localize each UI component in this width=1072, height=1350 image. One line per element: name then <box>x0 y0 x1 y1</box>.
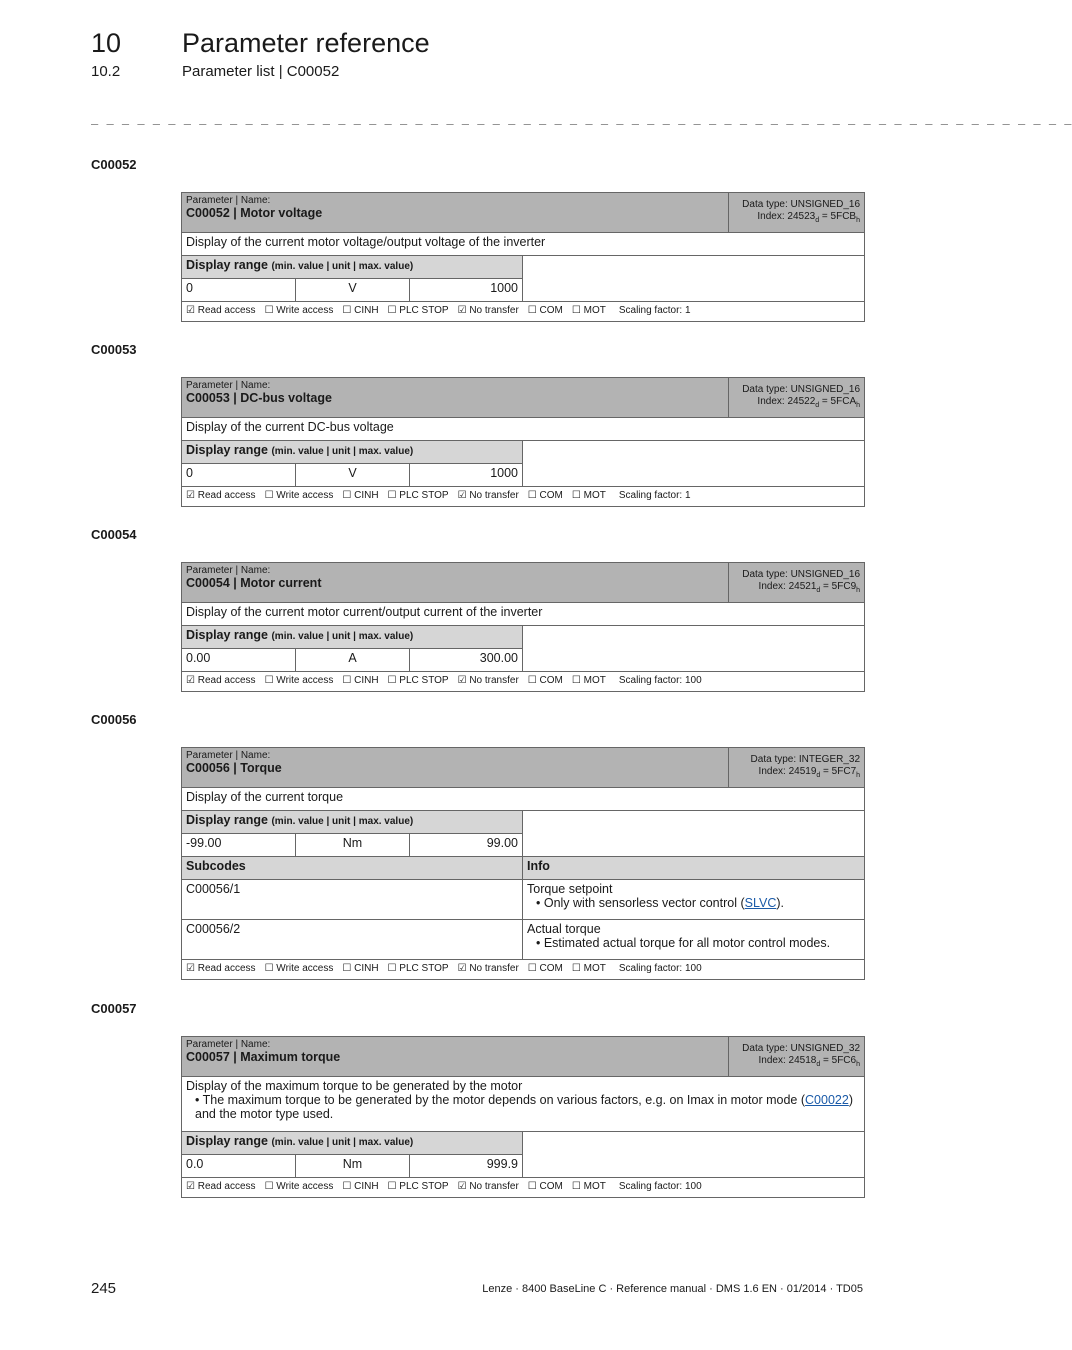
scaling-factor: Scaling factor: 1 <box>618 490 691 501</box>
flag-com: ☐ COM <box>527 490 563 501</box>
param-name-cell <box>182 1037 729 1077</box>
flag-write-access: ☐ Write access <box>264 963 334 974</box>
data-type: Data type: UNSIGNED_16 <box>742 569 861 580</box>
section-number: 10.2 <box>91 63 121 80</box>
flag-mot: ☐ MOT <box>571 305 606 316</box>
subcode: C00056/2 <box>182 920 523 960</box>
param-table-c00053 <box>181 377 865 507</box>
flag-plc-stop: ☐ PLC STOP <box>387 675 449 686</box>
flag-com: ☐ COM <box>527 305 563 316</box>
flag-mot: ☐ MOT <box>571 490 606 501</box>
range-max: 999.9 <box>410 1155 523 1178</box>
scaling-factor: Scaling factor: 1 <box>618 305 691 316</box>
flag-write-access: ☐ Write access <box>264 490 334 501</box>
range-min: 0 <box>182 279 296 302</box>
param-meta <box>729 378 865 418</box>
range-unit: Nm <box>296 834 410 857</box>
param-description: Display of the current torque <box>182 788 865 811</box>
chapter-number: 10 <box>91 28 122 58</box>
range-min: 0.0 <box>182 1155 296 1178</box>
param-table-c00056 <box>181 747 865 980</box>
scaling-factor: Scaling factor: 100 <box>618 675 702 686</box>
param-meta <box>729 193 865 233</box>
flag-no-transfer: ☑ No transfer <box>457 963 519 974</box>
param-name-cell <box>182 193 729 233</box>
display-range-header: Display range (min. value | unit | max. value) <box>182 1132 523 1155</box>
param-description: Display of the current motor current/output current of the inverter <box>182 603 865 626</box>
param-description: Display of the current motor voltage/output voltage of the inverter <box>182 233 865 256</box>
empty-cell <box>523 1132 865 1178</box>
scaling-factor: Scaling factor: 100 <box>618 1181 702 1192</box>
param-meta <box>729 1037 865 1077</box>
param-description: Display of the current DC-bus voltage <box>182 418 865 441</box>
access-flags <box>182 302 865 322</box>
param-index: Index: $24519_d = 5FC7_h$ <box>758 766 861 779</box>
data-type: Data type: UNSIGNED_16 <box>742 199 860 210</box>
param-meta <box>729 748 865 788</box>
slvc-link[interactable]: SLVC <box>744 896 777 910</box>
flag-read-access: ☑ Read access <box>186 305 256 316</box>
access-flags <box>182 672 865 692</box>
range-max: 1000 <box>410 279 523 302</box>
param-meta <box>729 563 865 603</box>
footer-text: Lenze · 8400 BaseLine C · Reference manual · DMS 1.6 EN · 01/2014 · TD05 <box>482 1283 863 1295</box>
empty-cell <box>523 256 865 302</box>
flag-cinh: ☐ CINH <box>342 963 379 974</box>
flag-cinh: ☐ CINH <box>342 675 379 686</box>
flag-mot: ☐ MOT <box>571 675 606 686</box>
flag-plc-stop: ☐ PLC STOP <box>387 1181 449 1192</box>
flag-cinh: ☐ CINH <box>342 1181 379 1192</box>
info-header: Info <box>523 857 865 880</box>
param-name: C00053 | DC-bus voltage <box>186 391 332 405</box>
param-table-c00057 <box>181 1036 865 1198</box>
flag-com: ☐ COM <box>527 1181 563 1192</box>
access-flags <box>182 1178 865 1198</box>
subcode-row <box>182 920 865 960</box>
param-label: Parameter | Name: <box>186 565 271 576</box>
param-index: Index: $24521_d = 5FC9_h$ <box>758 581 861 594</box>
data-type: Data type: UNSIGNED_16 <box>742 384 861 395</box>
param-name: C00057 | Maximum torque <box>186 1050 341 1064</box>
flag-write-access: ☐ Write access <box>264 1181 334 1192</box>
range-min: 0 <box>182 464 296 487</box>
subcode-row <box>182 880 865 920</box>
flag-read-access: ☑ Read access <box>186 1181 256 1192</box>
flag-read-access: ☑ Read access <box>186 963 256 974</box>
display-range-header: Display range (min. value | unit | max. value) <box>182 626 523 649</box>
range-unit: Nm <box>296 1155 410 1178</box>
param-label: Parameter | Name: <box>186 380 271 391</box>
param-note: • The maximum torque to be generated by the motor depends on various factors, e.g. on Imax in motor mode (C00022) and the motor type used. <box>195 1093 853 1121</box>
subcodes-header: Subcodes <box>182 857 523 880</box>
range-unit: A <box>296 649 410 672</box>
param-name: C00052 | Motor voltage <box>186 206 323 220</box>
flag-cinh: ☐ CINH <box>342 305 379 316</box>
param-heading-c00053: C00053 <box>91 342 137 357</box>
param-index: Index: $24523_d = 5FCB_h$ <box>757 211 860 224</box>
flag-plc-stop: ☐ PLC STOP <box>387 963 449 974</box>
range-min: -99.00 <box>182 834 296 857</box>
range-unit: V <box>296 279 410 302</box>
param-label: Parameter | Name: <box>186 195 271 206</box>
param-heading-c00052: C00052 <box>91 157 137 172</box>
flag-mot: ☐ MOT <box>571 963 606 974</box>
flag-plc-stop: ☐ PLC STOP <box>387 490 449 501</box>
display-range-header: Display range (min. value | unit | max. value) <box>182 811 523 834</box>
flag-plc-stop: ☐ PLC STOP <box>387 305 449 316</box>
subcode-info: Torque setpoint • Only with sensorless vector control (SLVC). <box>523 880 865 920</box>
data-type: Data type: UNSIGNED_32 <box>742 1043 860 1054</box>
param-name-cell <box>182 748 729 788</box>
param-name: C00054 | Motor current <box>186 576 322 590</box>
flag-read-access: ☑ Read access <box>186 490 256 501</box>
flag-mot: ☐ MOT <box>571 1181 606 1192</box>
empty-cell <box>523 811 865 857</box>
flag-no-transfer: ☑ No transfer <box>457 490 519 501</box>
param-heading-c00054: C00054 <box>91 527 137 542</box>
param-table-c00054 <box>181 562 865 692</box>
range-unit: V <box>296 464 410 487</box>
flag-no-transfer: ☑ No transfer <box>457 305 519 316</box>
flag-com: ☐ COM <box>527 963 563 974</box>
empty-cell <box>523 626 865 672</box>
flag-write-access: ☐ Write access <box>264 675 334 686</box>
param-name: C00056 | Torque <box>186 761 282 775</box>
param-heading-c00057: C00057 <box>91 1001 137 1016</box>
data-type: Data type: INTEGER_32 <box>750 754 861 765</box>
param-heading-c00056: C00056 <box>91 712 137 727</box>
chapter-title: Parameter reference <box>182 28 430 58</box>
param-table-c00052 <box>181 192 865 322</box>
param-index: Index: $24522_d = 5FCA_h$ <box>757 396 861 409</box>
flag-cinh: ☐ CINH <box>342 490 379 501</box>
flag-no-transfer: ☑ No transfer <box>457 1181 519 1192</box>
param-name-cell <box>182 378 729 418</box>
subcode: C00056/1 <box>182 880 523 920</box>
range-max: 99.00 <box>410 834 523 857</box>
flag-com: ☐ COM <box>527 675 563 686</box>
flag-no-transfer: ☑ No transfer <box>457 675 519 686</box>
empty-cell <box>523 441 865 487</box>
display-range-header: Display range (min. value | unit | max. value) <box>182 441 523 464</box>
flag-read-access: ☑ Read access <box>186 675 256 686</box>
page-number: 245 <box>91 1280 117 1297</box>
range-max: 300.00 <box>410 649 523 672</box>
scaling-factor: Scaling factor: 100 <box>618 963 702 974</box>
display-range-header: Display range (min. value | unit | max. value) <box>182 256 523 279</box>
access-flags <box>182 487 865 507</box>
section-title: Parameter list | C00052 <box>182 63 340 80</box>
param-description: Display of the maximum torque to be generated by the motor • The maximum torque to be generated by the motor depends on various factors, e.g. on Imax in motor mode (C00022) and the motor type used. <box>182 1077 865 1132</box>
subcode-info: Actual torque • Estimated actual torque for all motor control modes. <box>523 920 865 960</box>
range-min: 0.00 <box>182 649 296 672</box>
flag-write-access: ☐ Write access <box>264 305 334 316</box>
range-max: 1000 <box>410 464 523 487</box>
c00022-link[interactable]: C00022 <box>805 1093 849 1107</box>
param-name-cell <box>182 563 729 603</box>
header-divider: _ _ _ _ _ _ _ _ _ _ _ _ _ _ _ _ _ _ _ _ _ _ _ _ _ _ _ _ _ _ _ _ _ _ _ _ _ _ _ _ _ _ _ _ _ _ _ _ _ _ _ _ _ _ _ _ _ _ _ _ _ _ _ _ <box>91 111 1072 125</box>
param-label: Parameter | Name: <box>186 1039 271 1050</box>
param-index: Index: $24518_d = 5FC6_h$ <box>758 1055 860 1068</box>
access-flags <box>182 960 865 980</box>
param-label: Parameter | Name: <box>186 750 271 761</box>
